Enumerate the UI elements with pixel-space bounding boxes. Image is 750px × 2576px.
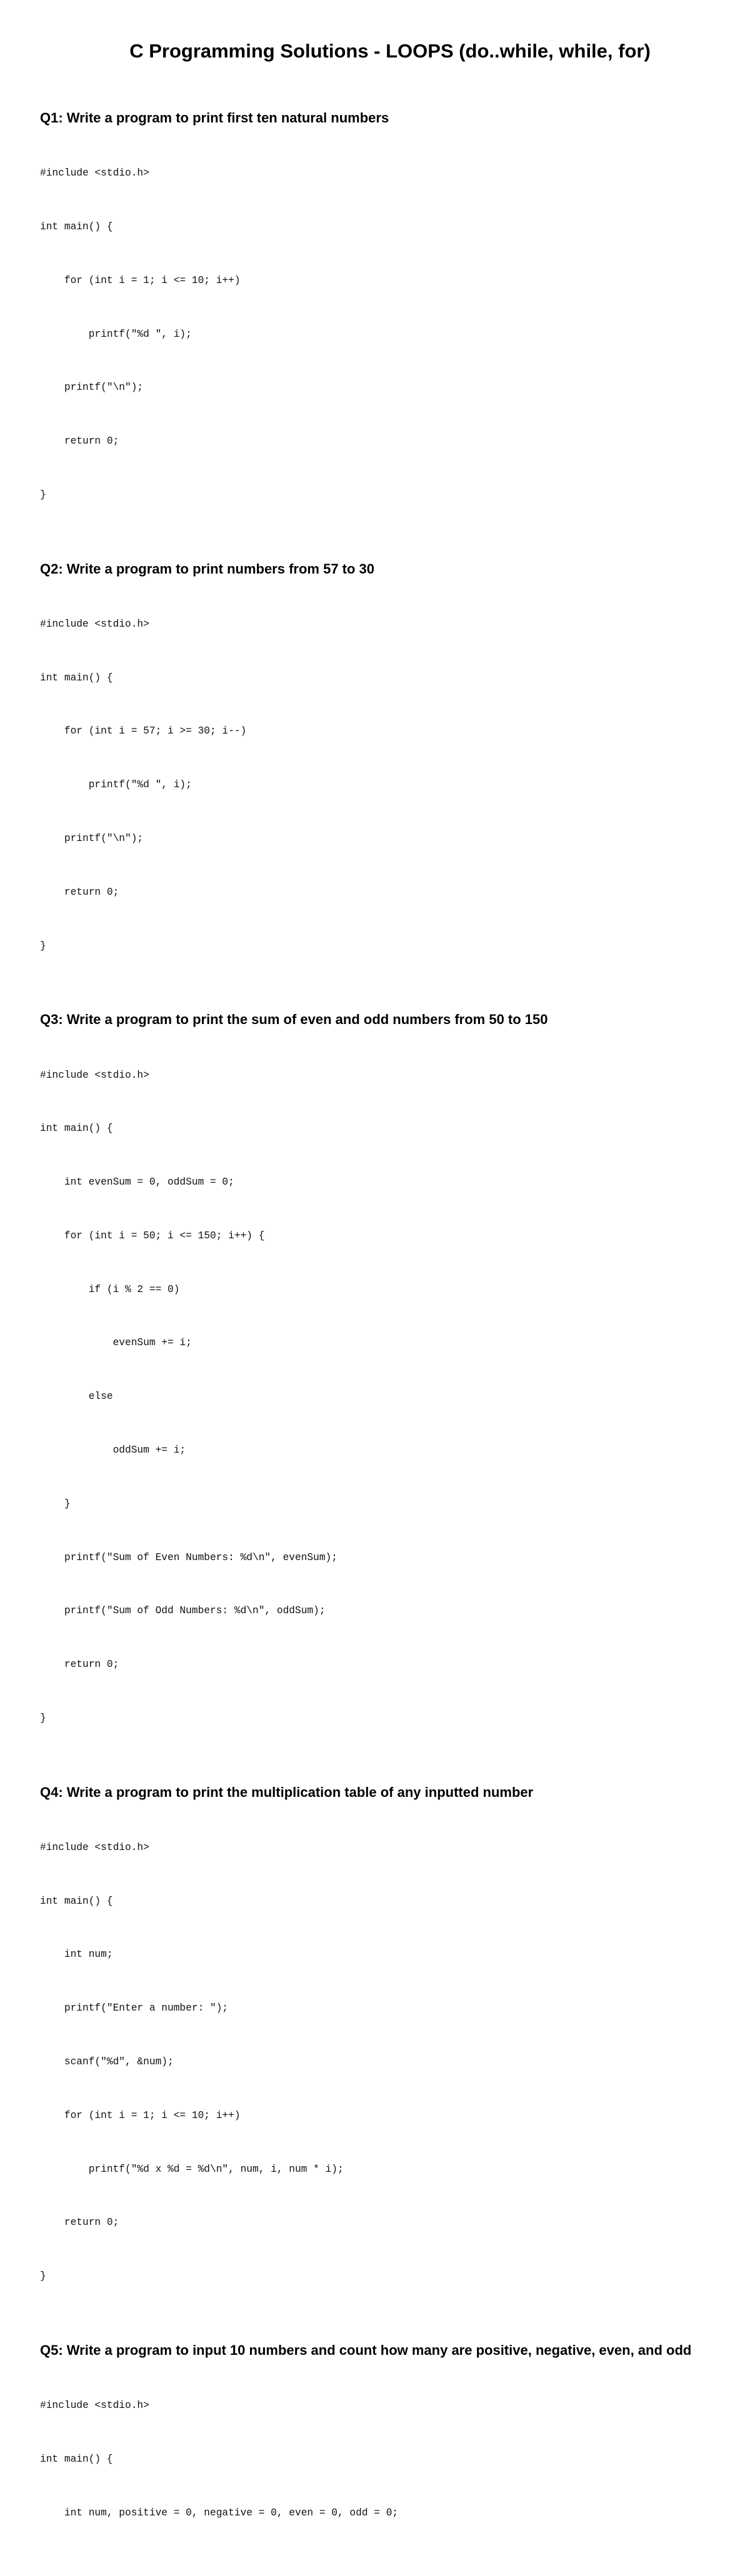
code-line: } (40, 2270, 46, 2282)
questions-list (40, 107, 721, 2576)
code-line: } (40, 1712, 46, 1724)
code-line: printf("Sum of Even Numbers: %d\n", evenSum); (40, 1551, 338, 1563)
code-line: } (40, 940, 46, 952)
code-line: for (int i = 57; i >= 30; i--) (40, 725, 247, 737)
code-line: return 0; (40, 1659, 119, 1671)
code-line: } (40, 489, 46, 500)
code-line: int num; (40, 1949, 113, 1961)
code-line: oddSum += i; (40, 1444, 186, 1456)
code-line: int evenSum = 0, oddSum = 0; (40, 1176, 234, 1188)
code-line: int main() { (40, 672, 113, 684)
code-line: #include <stdio.h> (40, 2400, 149, 2412)
code-line: evenSum += i; (40, 1337, 192, 1349)
code-block (40, 2361, 721, 2558)
code-block (40, 129, 721, 540)
code-line: for (int i = 1; i <= 10; i++) (40, 2109, 241, 2121)
code-line: for (int i = 50; i <= 150; i++) { (40, 1230, 265, 1241)
question-5 (40, 2340, 721, 2558)
code-line: for (int i = 1; i <= 10; i++) (40, 274, 241, 286)
code-line: #include <stdio.h> (40, 1841, 149, 1853)
code-line: #include <stdio.h> (40, 1069, 149, 1081)
question-heading: Q2: Write a program to print numbers from 57 to 30 (40, 560, 375, 577)
question-1 (40, 107, 721, 540)
code-line: return 0; (40, 886, 119, 898)
code-line: printf("%d x %d = %d\n", num, i, num * i); (40, 2163, 344, 2175)
code-line: int main() { (40, 221, 113, 232)
code-line: printf("\n"); (40, 382, 144, 394)
question-3 (40, 1009, 721, 1763)
code-line: return 0; (40, 435, 119, 447)
question-heading: Q3: Write a program to print the sum of even and odd numbers from 50 to 150 (40, 1012, 548, 1028)
code-line: if (i % 2 == 0) (40, 1283, 180, 1295)
code-block (40, 1803, 721, 2321)
code-line: printf("%d ", i); (40, 779, 192, 791)
code-block (40, 1030, 721, 1763)
code-line: printf("Sum of Odd Numbers: %d\n", oddSum); (40, 1605, 326, 1617)
code-line: #include <stdio.h> (40, 618, 149, 630)
code-line: printf("%d ", i); (40, 328, 192, 340)
document-title: C Programming Solutions - LOOPS (do..while, while, for) (129, 40, 651, 62)
question-heading: Q1: Write a program to print first ten natural numbers (40, 110, 389, 126)
question-2 (40, 559, 721, 991)
code-line: int main() { (40, 1123, 113, 1135)
question-4 (40, 1782, 721, 2321)
question-heading: Q4: Write a program to print the multiplication table of any inputted number (40, 1784, 534, 1800)
code-line: int main() { (40, 1895, 113, 1907)
code-line: return 0; (40, 2217, 119, 2229)
code-line: int main() { (40, 2453, 113, 2465)
code-line: printf("Enter a number: "); (40, 2002, 229, 2014)
code-block (40, 580, 721, 991)
question-heading: Q5: Write a program to input 10 numbers and count how many are positive, negative, even, and odd (40, 2342, 692, 2358)
code-line: printf("\n"); (40, 832, 144, 844)
code-line: int num, positive = 0, negative = 0, even = 0, odd = 0; (40, 2507, 399, 2519)
code-line: scanf("%d", &num); (40, 2056, 174, 2067)
code-line: #include <stdio.h> (40, 167, 149, 179)
code-line: } (40, 1498, 71, 1509)
code-line: else (40, 1391, 113, 1403)
